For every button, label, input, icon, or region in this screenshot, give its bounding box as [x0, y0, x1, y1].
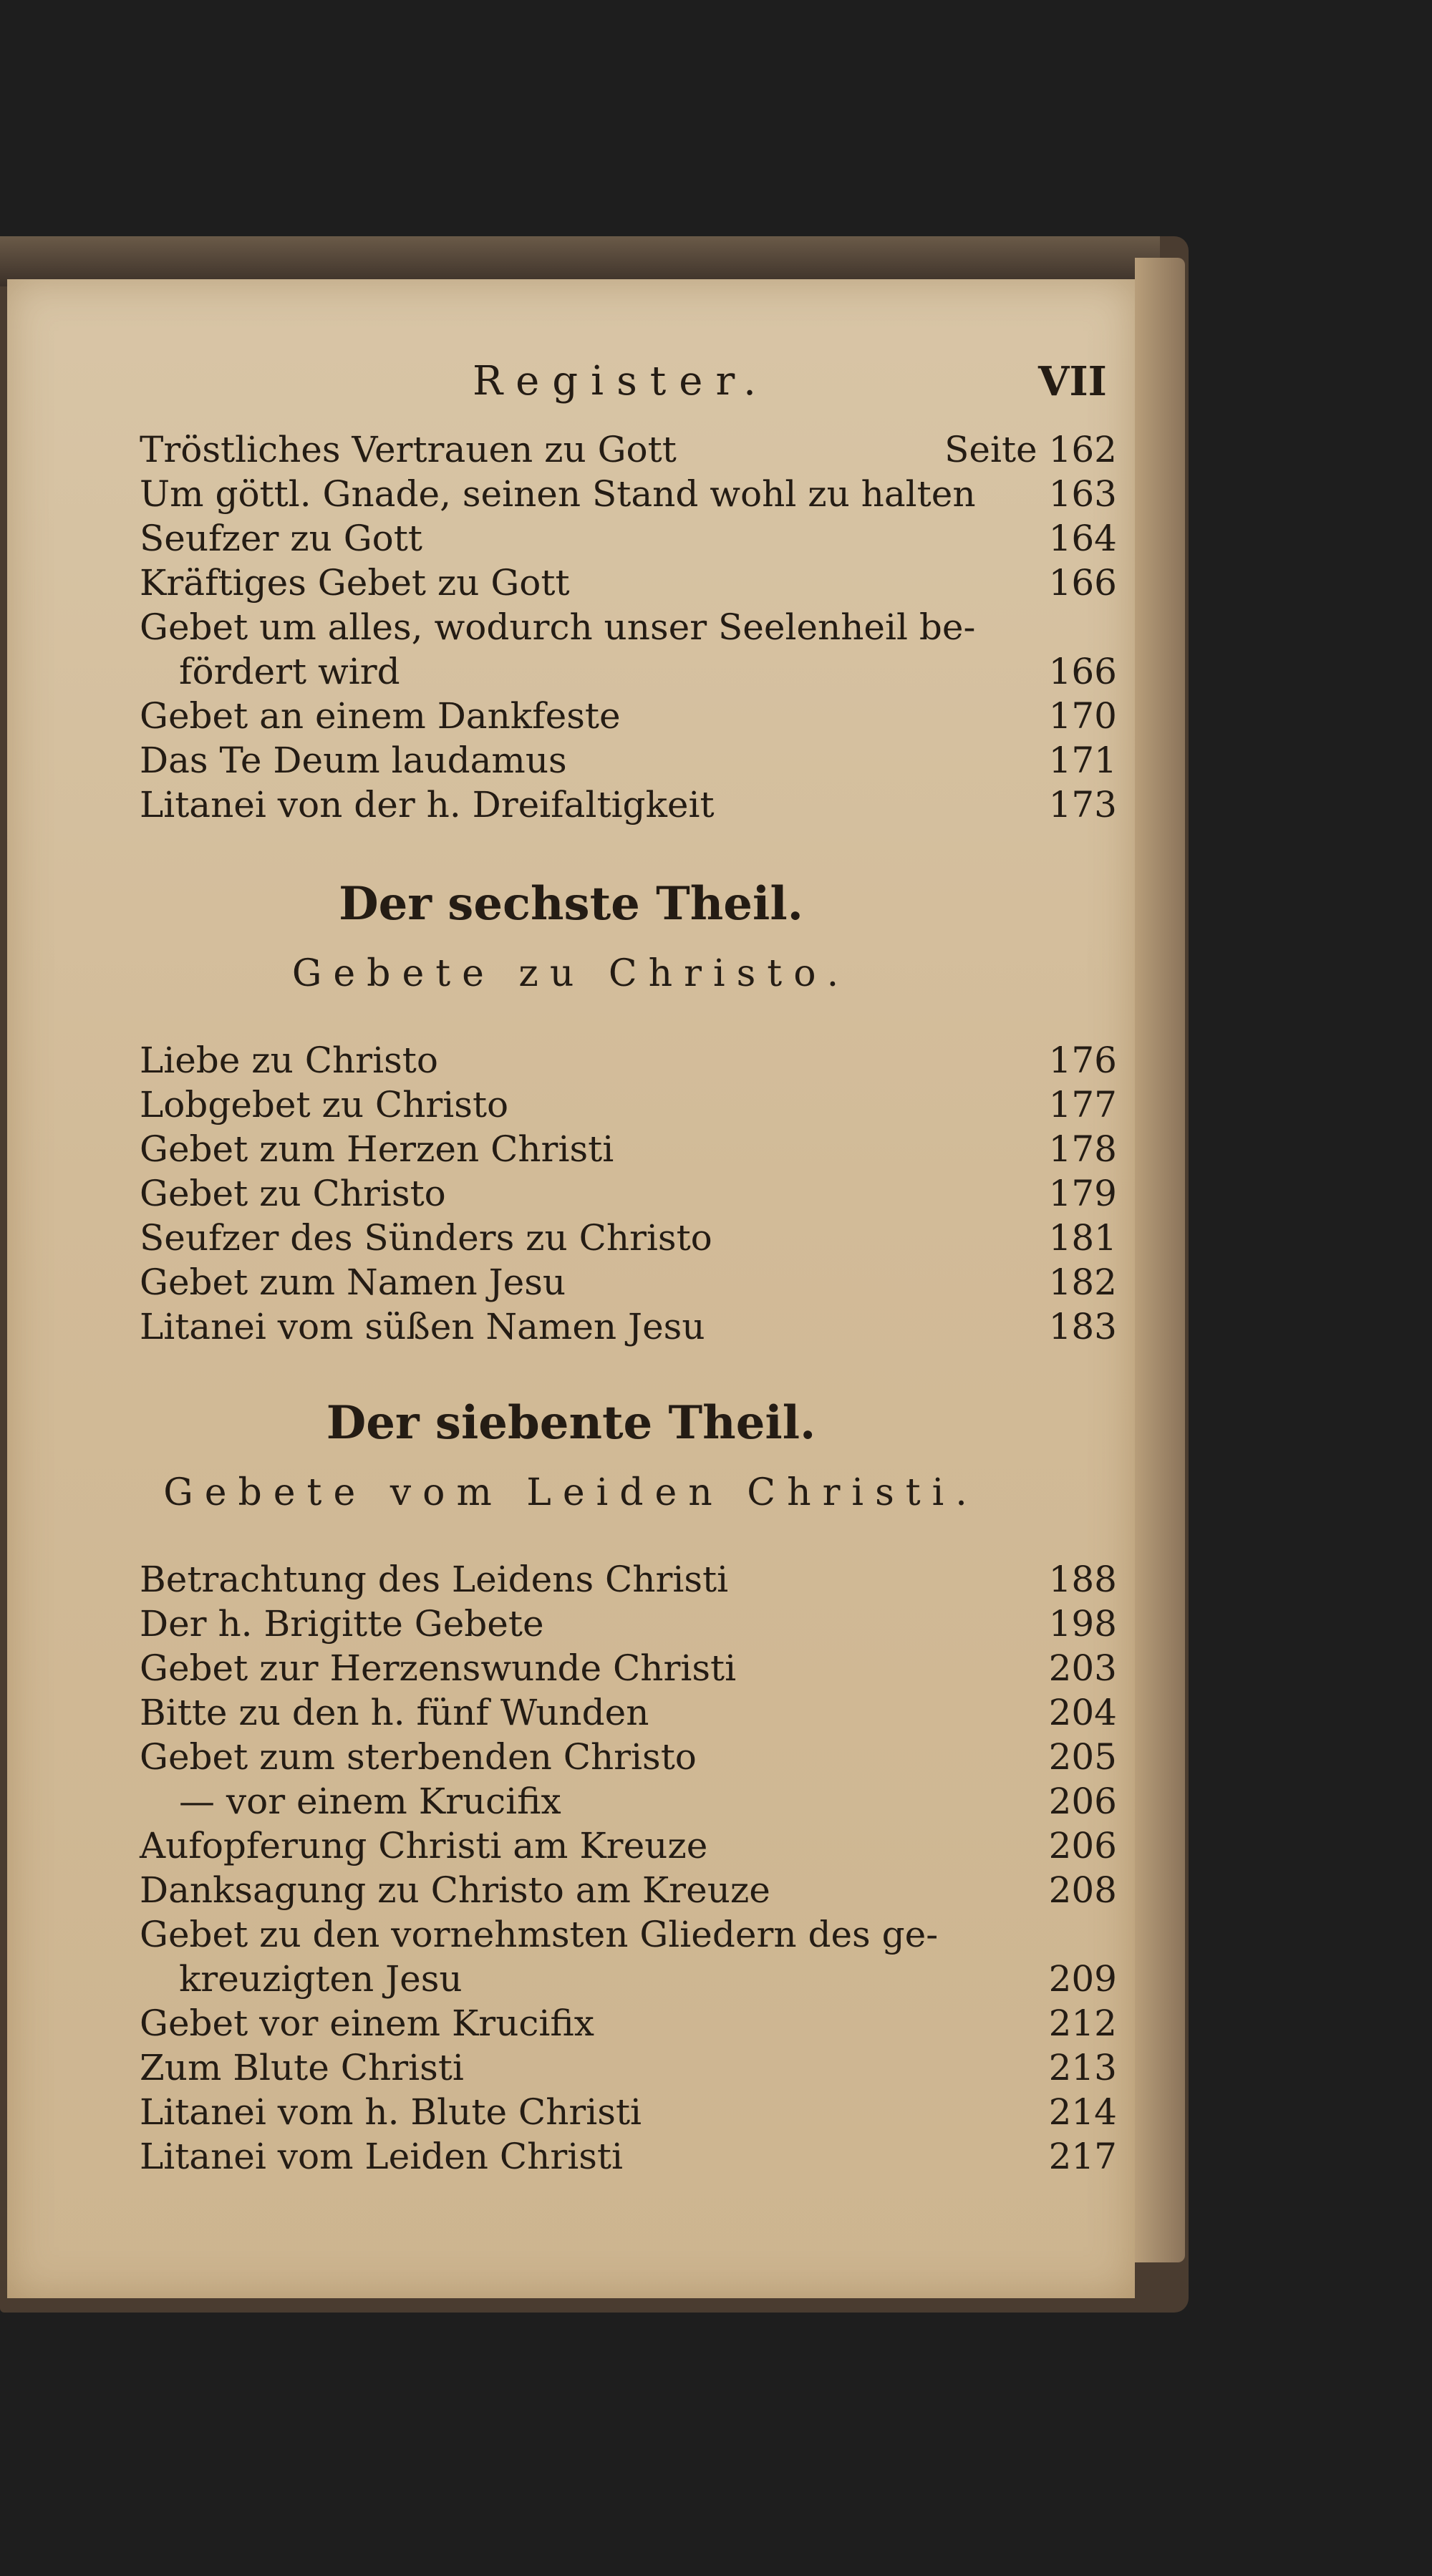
entry-title: Litanei vom h. Blute Christi: [140, 2091, 642, 2133]
entry-page: 205: [1048, 1736, 1117, 1778]
entry-page: 208: [1048, 1869, 1117, 1911]
register-entry: [140, 694, 1117, 738]
register-entry: [140, 2045, 1117, 2090]
entry-title: Tröstliches Vertrauen zu Gott: [140, 429, 677, 470]
entry-title: Um göttl. Gnade, seinen Stand wohl zu halten: [140, 473, 976, 515]
entry-title: Gebet zu Christo: [140, 1173, 446, 1214]
running-title: Register.: [473, 358, 769, 405]
entry-page: 176: [1048, 1040, 1117, 1081]
entry-title: Kräftiges Gebet zu Gott: [140, 562, 570, 604]
entry-title: Lobgebet zu Christo: [140, 1084, 509, 1125]
entry-title: Gebet vor einem Krucifix: [140, 2003, 594, 2044]
entry-title: Zum Blute Christi: [140, 2047, 464, 2088]
register-entry: [140, 516, 1117, 561]
entry-page: 178: [1048, 1128, 1117, 1170]
register-entry: [140, 1735, 1117, 1779]
register-entry: [140, 649, 1117, 694]
register-entry: [140, 1824, 1117, 1868]
register-entry: [140, 1779, 1117, 1824]
entry-title: fördert wird: [179, 651, 400, 692]
part-7-subtitle: Gebete vom Leiden Christi.: [163, 1471, 979, 1514]
entry-title: Bitte zu den h. fünf Wunden: [140, 1692, 649, 1733]
entry-page: 217: [1048, 2136, 1117, 2177]
entry-page: 170: [1048, 695, 1117, 737]
entry-title: Betrachtung des Leidens Christi: [140, 1559, 729, 1600]
entry-page: 166: [1048, 651, 1117, 692]
entry-title: kreuzigten Jesu: [179, 1958, 463, 2000]
part-6-title: Der sechste Theil.: [339, 877, 803, 931]
register-entry: [140, 783, 1117, 827]
register-list-7: [140, 1557, 1117, 2179]
register-entry: [140, 427, 1117, 472]
register-entry: [140, 1038, 1117, 1083]
entry-page: [944, 427, 1117, 472]
entry-title: Litanei vom süßen Namen Jesu: [140, 1306, 705, 1347]
seite-label: Seite: [944, 429, 1037, 470]
entry-title: Seufzer des Sünders zu Christo: [140, 1217, 712, 1259]
register-entry: [140, 2090, 1117, 2134]
entry-title: Gebet zum Herzen Christi: [140, 1128, 614, 1170]
register-entry: [140, 2001, 1117, 2045]
entry-page: 166: [1048, 562, 1117, 604]
entry-title: Gebet zum sterbenden Christo: [140, 1736, 697, 1778]
entry-page: 181: [1048, 1217, 1117, 1259]
entry-title: Litanei vom Leiden Christi: [140, 2136, 623, 2177]
page-header: [7, 358, 1135, 415]
register-list-1: [140, 427, 1117, 827]
register-entry: [140, 1171, 1117, 1216]
register-entry: [140, 1216, 1117, 1260]
register-list-6: [140, 1038, 1117, 1349]
part-7-title: Der siebente Theil.: [326, 1396, 816, 1450]
register-entry: [140, 1868, 1117, 1912]
part-6-subtitle: Gebete zu Christo.: [291, 952, 851, 995]
entry-page: 183: [1048, 1306, 1117, 1347]
register-entry: [140, 738, 1117, 783]
register-entry: [140, 1260, 1117, 1304]
entry-page: 188: [1048, 1559, 1117, 1600]
entry-title: Gebet zum Namen Jesu: [140, 1262, 566, 1303]
entry-page-number: 162: [1048, 429, 1117, 470]
register-entry: [140, 2134, 1117, 2179]
entry-page: 164: [1048, 518, 1117, 559]
register-entry: [140, 605, 1117, 649]
entry-title: Der h. Brigitte Gebete: [140, 1603, 544, 1645]
register-entry: [140, 1304, 1117, 1349]
entry-title: — vor einem Krucifix: [179, 1781, 561, 1822]
entry-page: 182: [1048, 1262, 1117, 1303]
entry-page: 206: [1048, 1825, 1117, 1866]
entry-page: 198: [1048, 1603, 1117, 1645]
register-entry: [140, 1646, 1117, 1690]
entry-page: 213: [1048, 2047, 1117, 2088]
entry-page: 203: [1048, 1647, 1117, 1689]
entry-title: Danksagung zu Christo am Kreuze: [140, 1869, 770, 1911]
entry-title: Gebet zur Herzenswunde Christi: [140, 1647, 737, 1689]
register-entry: [140, 472, 1117, 516]
entry-title: Gebet an einem Dankfeste: [140, 695, 621, 737]
register-entry: [140, 1557, 1117, 1602]
entry-page: 204: [1048, 1692, 1117, 1733]
entry-page: 212: [1048, 2003, 1117, 2044]
entry-page: 177: [1048, 1084, 1117, 1125]
entry-title: Seufzer zu Gott: [140, 518, 422, 559]
entry-page: 214: [1048, 2091, 1117, 2133]
page-edge: [1135, 258, 1185, 2262]
register-entry: [140, 1690, 1117, 1735]
book-page: [7, 279, 1135, 2298]
register-entry: [140, 1957, 1117, 2001]
register-entry: [140, 561, 1117, 605]
entry-title: Aufopferung Christi am Kreuze: [140, 1825, 708, 1866]
register-entry: [140, 1912, 1117, 1957]
entry-title: Das Te Deum laudamus: [140, 740, 567, 781]
register-entry: [140, 1127, 1117, 1171]
entry-page: 173: [1048, 784, 1117, 825]
entry-page: 206: [1048, 1781, 1117, 1822]
register-entry: [140, 1083, 1117, 1127]
entry-title: Litanei von der h. Dreifaltigkeit: [140, 784, 715, 825]
entry-title: Liebe zu Christo: [140, 1040, 438, 1081]
page-number: VII: [1038, 358, 1107, 405]
entry-page: 209: [1048, 1958, 1117, 2000]
entry-page: 163: [1048, 473, 1117, 515]
entry-title: Gebet um alles, wodurch unser Seelenheil be-: [140, 606, 976, 648]
entry-page: 179: [1048, 1173, 1117, 1214]
entry-page: 171: [1048, 740, 1117, 781]
register-entry: [140, 1602, 1117, 1646]
entry-title: Gebet zu den vornehmsten Gliedern des ge-: [140, 1914, 939, 1955]
